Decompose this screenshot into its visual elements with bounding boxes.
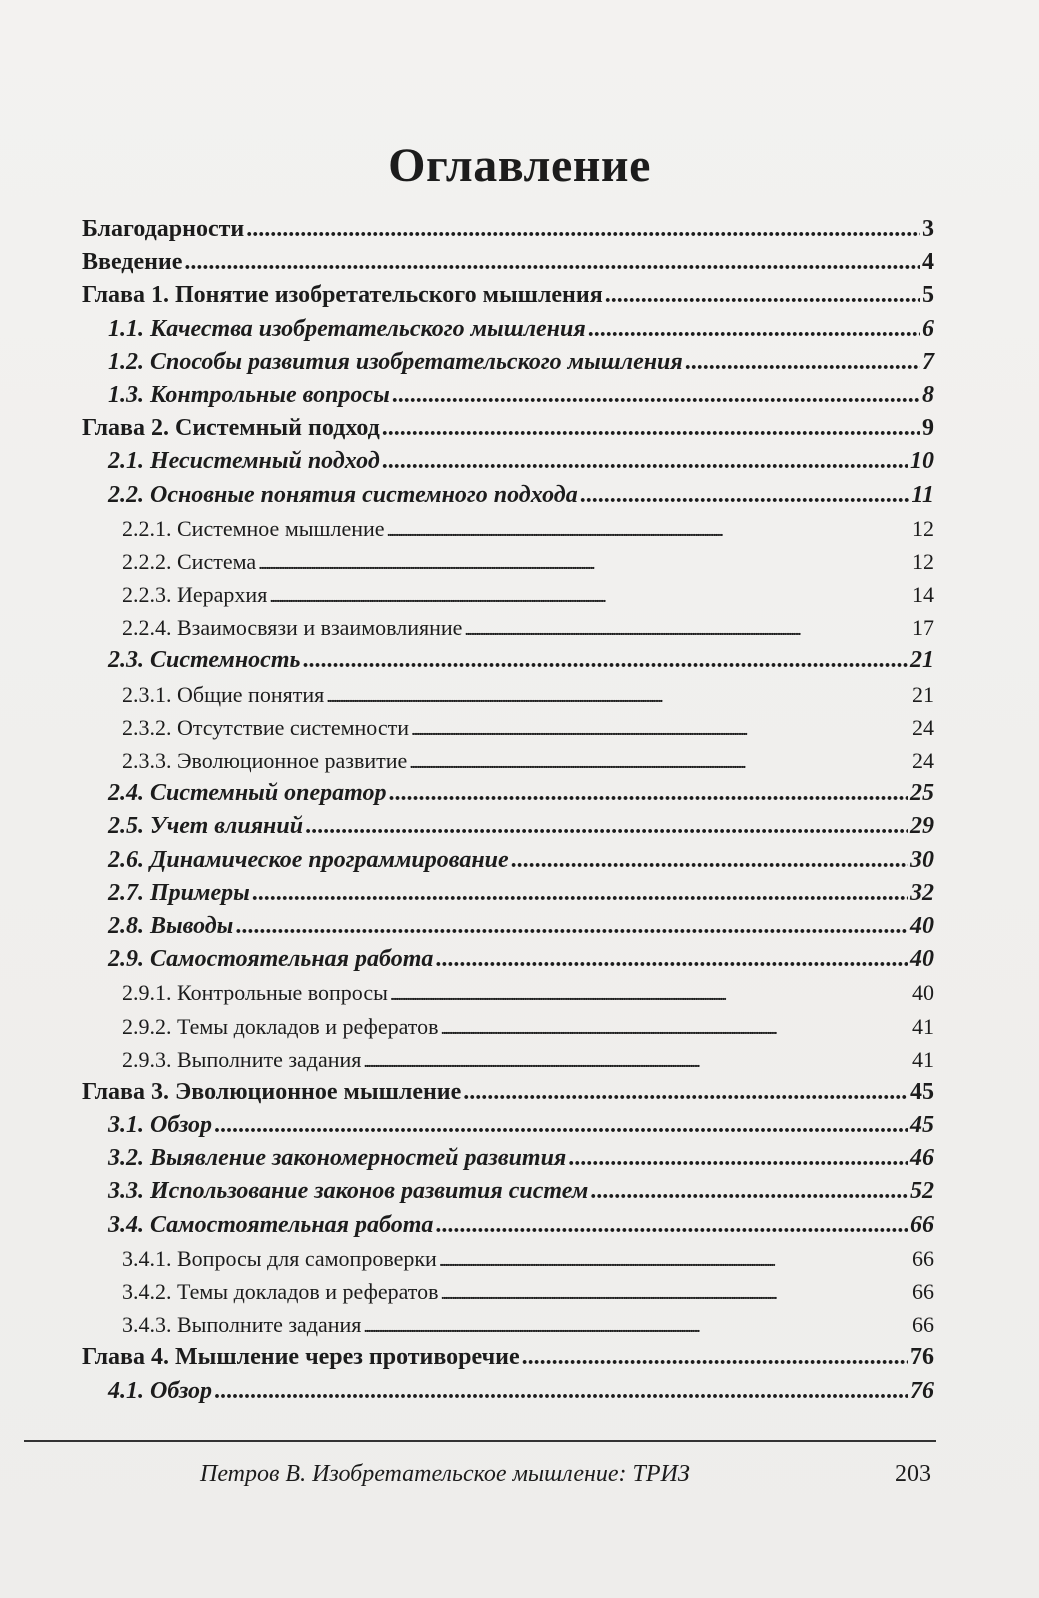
toc-entry-page: 66 — [912, 1245, 934, 1271]
toc-entry — [82, 445, 934, 478]
toc-entry — [82, 678, 934, 711]
toc-entry — [82, 246, 934, 279]
toc-entry — [82, 313, 934, 346]
toc-entry-page: 12 — [912, 548, 934, 574]
toc-entry-page: 10 — [910, 448, 934, 475]
dot-leader — [435, 943, 908, 976]
toc-entry-page: 40 — [910, 912, 934, 939]
toc-entry-page: 7 — [922, 348, 934, 375]
toc-entry-title: 1.3. Контрольные вопросы — [108, 381, 390, 408]
toc-entry-title: 2.5. Учет влияний — [108, 813, 304, 840]
toc-entry-title: 3.3. Использование законов развития систем — [108, 1178, 589, 1205]
toc-entry-title: 3.4.2. Темы докладов и рефератов — [122, 1279, 439, 1304]
toc-entry — [82, 213, 934, 246]
dot-leader — [363, 1043, 910, 1078]
toc-entry-page: 29 — [910, 813, 934, 840]
toc-entry-page: 14 — [912, 582, 934, 608]
toc-entry-title: 3.4.1. Вопросы для самопроверки — [122, 1245, 437, 1271]
dot-leader — [363, 1308, 910, 1343]
toc-entry-title: 2.4. Системный оператор — [108, 780, 387, 807]
toc-entry — [82, 1076, 934, 1109]
toc-entry-title: 2.2. Основные понятия системного подхода — [108, 481, 578, 508]
toc-entry-title: 2.6. Динамическое программирование — [108, 846, 509, 873]
toc-entry-page: 17 — [912, 615, 934, 641]
toc-entry — [82, 1341, 934, 1374]
toc-entry-title: Введение — [82, 249, 183, 276]
toc-entry-title: 2.2.2. Система — [122, 548, 257, 574]
dot-leader — [409, 744, 910, 779]
dot-leader — [441, 1275, 910, 1310]
toc-entry-title: 2.9.3. Выполните задания — [122, 1046, 362, 1072]
page-number: 203 — [895, 1461, 931, 1487]
toc-entry — [82, 711, 934, 744]
toc-entry-title: 2.9. Самостоятельная работа — [108, 946, 434, 973]
toc-entry-page: 52 — [910, 1178, 934, 1205]
toc-entry-title: Глава 2. Системный подход — [82, 415, 380, 442]
dot-leader — [252, 877, 908, 910]
dot-leader — [235, 910, 908, 943]
toc-entry-title: 3.2. Выявление закономерностей развития — [108, 1145, 567, 1172]
toc-entry-page: 46 — [910, 1145, 934, 1172]
toc-entry-page: 40 — [910, 946, 934, 973]
toc-entry-page: 8 — [922, 381, 934, 408]
dot-leader — [382, 445, 908, 478]
toc-entry — [82, 1242, 934, 1275]
toc-entry — [82, 744, 934, 777]
toc-entry — [82, 1375, 934, 1408]
dot-leader — [302, 644, 908, 677]
dot-leader — [411, 711, 910, 746]
toc-entry-title: 3.1. Обзор — [108, 1112, 213, 1139]
dot-leader — [214, 1375, 908, 1408]
toc-entry-title: 3.4.3. Выполните задания — [122, 1312, 362, 1338]
toc-entry-title: 2.2.1. Системное мышление — [122, 515, 385, 541]
dot-leader — [326, 678, 910, 713]
footer-divider — [24, 1440, 936, 1442]
toc-entry-page: 25 — [910, 780, 934, 807]
toc-entry-page: 21 — [912, 681, 934, 707]
toc-entry-page: 3 — [922, 216, 934, 242]
dot-leader — [588, 313, 920, 346]
toc-entry — [82, 1275, 934, 1308]
dot-leader — [305, 810, 908, 843]
toc-entry-page: 4 — [922, 249, 934, 276]
toc-entry-title: 2.3.3. Эволюционное развитие — [122, 748, 408, 773]
toc-entry-page: 66 — [912, 1279, 934, 1304]
dot-leader — [258, 545, 910, 580]
toc-entry — [82, 777, 934, 810]
page-title: Оглавление — [388, 139, 651, 192]
toc-entry — [82, 412, 934, 445]
toc-entry — [82, 644, 934, 677]
toc-entry — [82, 877, 934, 910]
toc-entry — [82, 1010, 934, 1043]
dot-leader — [580, 479, 910, 512]
dot-leader — [382, 412, 920, 445]
dot-leader — [439, 1242, 910, 1277]
toc-entry-title: 4.1. Обзор — [108, 1377, 213, 1404]
toc-entry-title: 2.3. Системность — [108, 647, 301, 674]
toc-entry — [82, 844, 934, 877]
dot-leader — [389, 777, 908, 810]
toc-entry-page: 11 — [911, 481, 934, 508]
toc-entry-page: 24 — [912, 714, 934, 740]
dot-leader — [214, 1109, 908, 1142]
toc-entry — [82, 578, 934, 611]
toc-entry — [82, 976, 934, 1009]
toc-entry — [82, 512, 934, 545]
toc-entry-page: 66 — [912, 1312, 934, 1338]
toc-entry-page: 76 — [910, 1377, 934, 1404]
toc-entry — [82, 379, 934, 412]
toc-entry-title: 2.8. Выводы — [108, 912, 234, 939]
dot-leader — [184, 246, 920, 279]
table-of-contents — [82, 213, 934, 1408]
toc-entry-page: 30 — [910, 846, 934, 873]
toc-entry-page: 41 — [912, 1013, 934, 1039]
toc-entry-title: 1.2. Способы развития изобретательского мышления — [108, 348, 683, 375]
dot-leader — [511, 844, 908, 877]
toc-entry — [82, 1308, 934, 1341]
toc-entry-title: Глава 4. Мышление через противоречие — [82, 1344, 520, 1371]
toc-entry — [82, 810, 934, 843]
toc-entry-page: 32 — [910, 879, 934, 906]
toc-entry-page: 40 — [912, 980, 934, 1006]
dot-leader — [387, 512, 910, 547]
toc-entry-title: 2.2.4. Взаимосвязи и взаимовлияние — [122, 615, 463, 641]
toc-entry — [82, 479, 934, 512]
dot-leader — [522, 1341, 908, 1374]
toc-entry-page: 45 — [910, 1112, 934, 1139]
toc-entry — [82, 943, 934, 976]
dot-leader — [269, 578, 910, 613]
toc-entry-title: Благодарности — [82, 216, 245, 242]
toc-entry-title: 2.2.3. Иерархия — [122, 582, 268, 608]
toc-entry-page: 6 — [922, 315, 934, 342]
dot-leader — [390, 976, 910, 1011]
dot-leader — [435, 1209, 908, 1242]
toc-entry-title: 2.3.1. Общие понятия — [122, 681, 325, 707]
dot-leader — [685, 346, 920, 379]
dot-leader — [590, 1175, 908, 1208]
dot-leader — [464, 611, 910, 646]
toc-entry-page: 66 — [910, 1211, 934, 1238]
toc-entry-title: 2.9.2. Темы докладов и рефератов — [122, 1013, 439, 1039]
dot-leader — [441, 1010, 910, 1045]
toc-entry — [82, 1043, 934, 1076]
toc-entry-title: 2.9.1. Контрольные вопросы — [122, 980, 388, 1006]
running-footer-title: Петров В. Изобретательское мышление: ТРИЗ — [200, 1461, 690, 1487]
toc-entry-page: 76 — [910, 1344, 934, 1371]
dot-leader — [568, 1142, 908, 1175]
toc-entry — [82, 910, 934, 943]
toc-entry — [82, 1142, 934, 1175]
toc-entry-title: 2.7. Примеры — [108, 879, 250, 906]
toc-entry-page: 12 — [912, 515, 934, 541]
toc-entry — [82, 1109, 934, 1142]
toc-entry — [82, 1175, 934, 1208]
dot-leader — [246, 213, 920, 246]
toc-entry-title: 1.1. Качества изобретательского мышления — [108, 315, 586, 342]
toc-entry-page: 45 — [910, 1078, 934, 1105]
toc-entry — [82, 611, 934, 644]
dot-leader — [463, 1076, 908, 1109]
dot-leader — [605, 279, 920, 312]
toc-entry-page: 24 — [912, 748, 934, 773]
toc-entry-page: 21 — [910, 647, 934, 674]
toc-entry-page: 9 — [922, 415, 934, 442]
toc-entry-title: 3.4. Самостоятельная работа — [108, 1211, 434, 1238]
toc-entry-title: Глава 1. Понятие изобретательского мышления — [82, 282, 603, 309]
toc-entry-page: 41 — [912, 1046, 934, 1072]
toc-entry-title: 2.1. Несистемный подход — [108, 448, 380, 475]
toc-entry-page: 5 — [922, 282, 934, 309]
dot-leader — [392, 379, 920, 412]
toc-entry-title: Глава 3. Эволюционное мышление — [82, 1078, 462, 1105]
toc-entry — [82, 346, 934, 379]
toc-entry-title: 2.3.2. Отсутствие системности — [122, 714, 410, 740]
toc-entry — [82, 545, 934, 578]
toc-entry — [82, 279, 934, 312]
toc-entry — [82, 1209, 934, 1242]
